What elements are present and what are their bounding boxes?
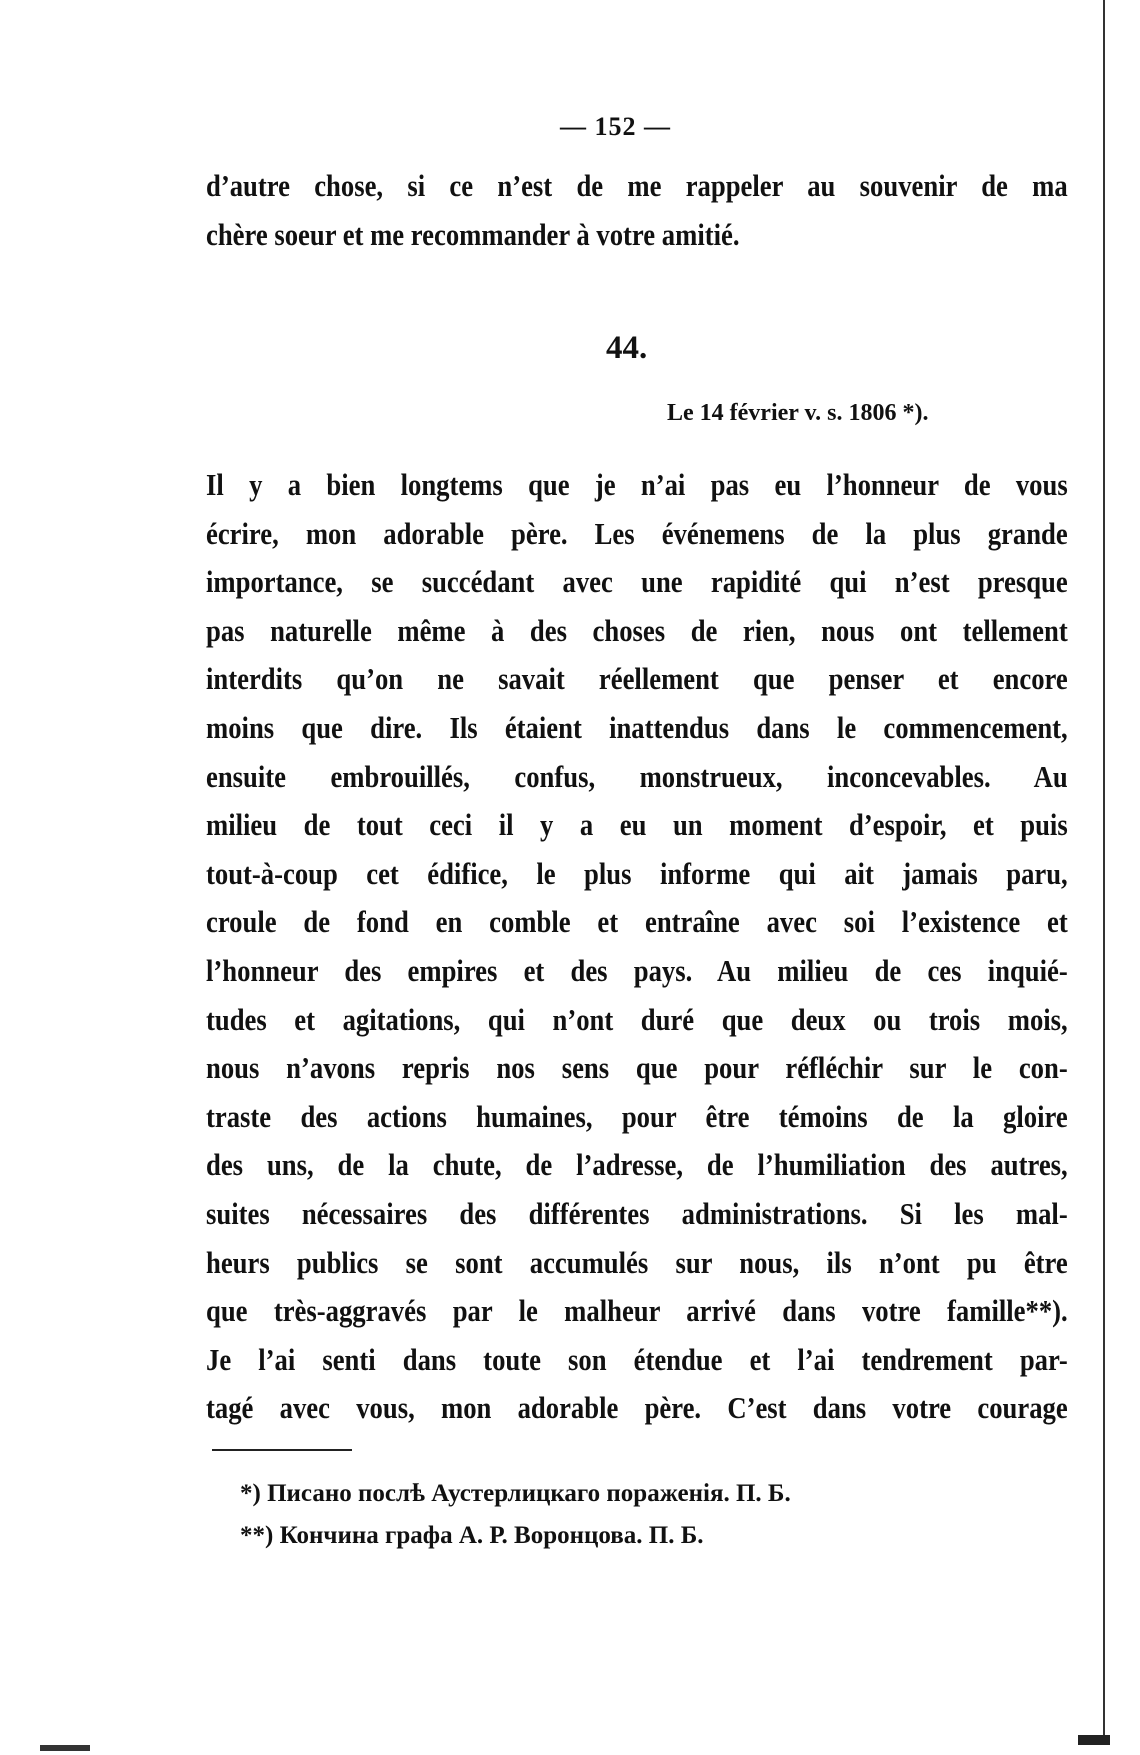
text-line: tagé avec vous, mon adorable père. C’est dans votre courage (206, 1390, 1068, 1426)
footnote-2: **) Кончина графа А. Р. Воронцова. П. Б. (240, 1522, 704, 1549)
footnotes (240, 1473, 791, 1557)
text-line: nous n’avons repris nos sens que pour réfléchir sur le con- (206, 1050, 1068, 1086)
text-line: suites nécessaires des différentes administrations. Si les mal- (206, 1195, 1068, 1231)
text-line: pas naturelle même à des choses de rien, nous ont tellement (206, 612, 1068, 648)
text-line: milieu de tout ceci il y a eu un moment d’espoir, et puis (206, 807, 1068, 843)
scan-left-mark (40, 1745, 90, 1751)
text-line: Il y a bien longtems que je n’ai pas eu l’honneur de vous (206, 467, 1068, 502)
text-line: Je l’ai senti dans toute son étendue et l’ai tendrement par- (206, 1341, 1068, 1377)
text-line: importance, se succédant avec une rapidité qui n’est presque (206, 564, 1068, 600)
text-line: l’honneur des empires et des pays. Au milieu de ces inquié- (206, 952, 1068, 988)
text-line: que très-aggravés par le malheur arrivé dans votre famille**). (206, 1293, 1068, 1329)
intro-paragraph (206, 162, 1068, 259)
footnote-1: *) Писано послѣ Аустерлицкаго пораженія. П. Б. (240, 1480, 791, 1507)
text-line: interdits qu’on ne savait réellement que penser et encore (206, 661, 1068, 697)
text-line: traste des actions humaines, pour être témoins de la gloire (206, 1098, 1068, 1134)
scan-corner-mark (1078, 1735, 1110, 1745)
page-number: — 152 — (560, 112, 671, 141)
text-line: tout-à-coup cet édifice, le plus informe qui ait jamais paru, (206, 855, 1068, 891)
text-line: moins que dire. Ils étaient inattendus dans le commencement, (206, 709, 1068, 745)
text-line: des uns, de la chute, de l’adresse, de l’humiliation des autres, (206, 1147, 1068, 1183)
text-line: chère soeur et me recommander à votre amitié. (206, 216, 740, 252)
text-line: heurs publics se sont accumulés sur nous, ils n’ont pu être (206, 1244, 1068, 1280)
text-line: tudes et agitations, qui n’ont duré que deux ou trois mois, (206, 1001, 1068, 1037)
letter-number: 44. (606, 330, 648, 366)
scan-margin-line (1103, 0, 1105, 1735)
text-line: ensuite embrouillés, confus, monstrueux, inconcevables. Au (206, 758, 1068, 794)
letter-date: Le 14 février v. s. 1806 *). (667, 400, 929, 426)
letter-body (206, 461, 1068, 1433)
text-line: d’autre chose, si ce n’est de me rappeler au souvenir de ma (206, 168, 1068, 203)
text-line: croule de fond en comble et entraîne avec soi l’existence et (206, 904, 1068, 940)
text-line: écrire, mon adorable père. Les événemens de la plus grande (206, 515, 1068, 551)
footnote-divider (212, 1449, 352, 1451)
